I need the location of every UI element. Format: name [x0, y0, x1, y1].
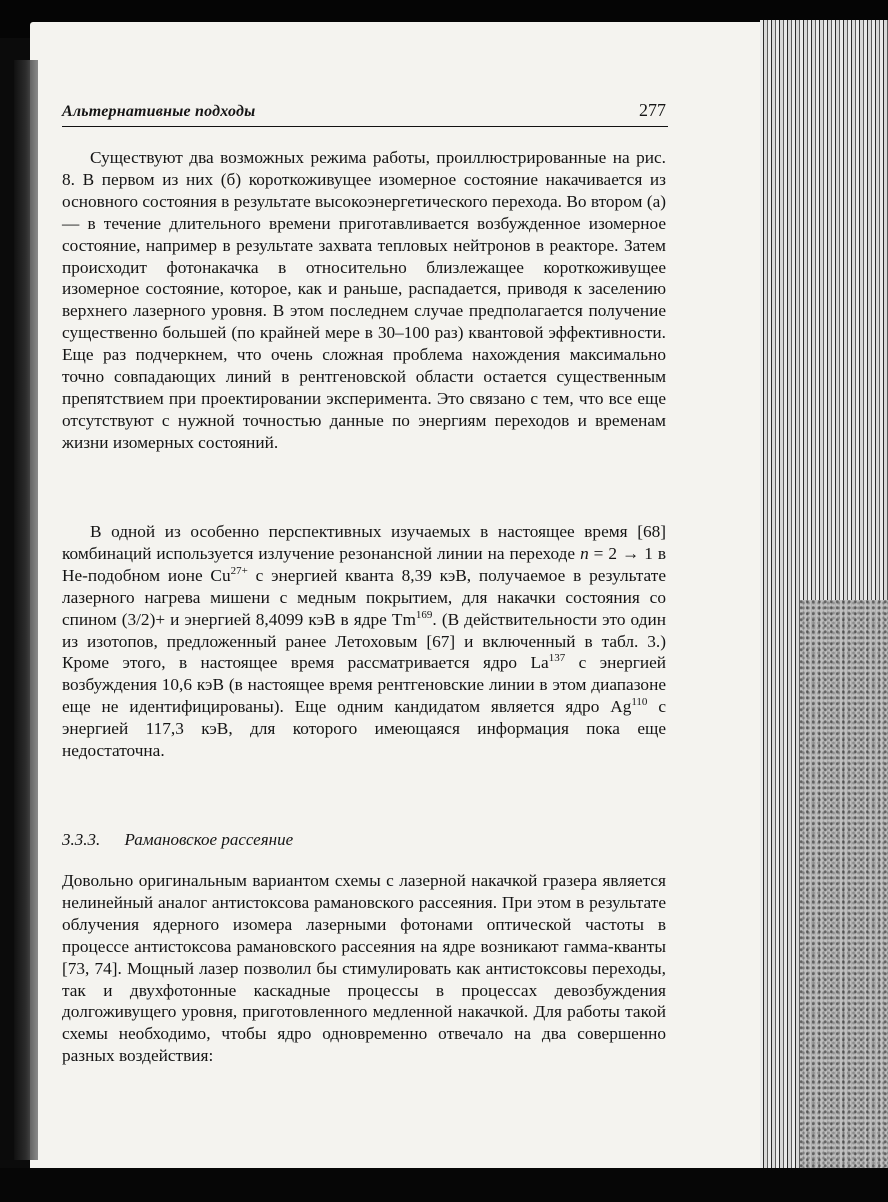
scan-edge-noise: [800, 600, 888, 1202]
scan-border-bottom: [0, 1168, 888, 1202]
paragraph-1: [62, 147, 666, 454]
la-mass-sup: 137: [548, 652, 566, 665]
ag-mass-sup: 110: [631, 696, 648, 709]
running-title: Альтернативные подходы: [62, 103, 256, 120]
p2-seg2: = 2 → 1 в He-подобном ионе Cu: [62, 543, 666, 585]
section-heading: [62, 830, 293, 850]
page-number: 277: [639, 100, 666, 120]
paragraph-3-text: Довольно оригинальным вариантом схемы с лазерной накачкой гразера является нелинейный аналог антистоксова рамановского рассеяния. При этом в результате облучения ядерного изомера лазерными фотонами оптической частоты в процессе антистоксова рамановского рассеяния на ядре возникают гамма-кванты [73, 74]. Мощный лазер позволил бы стимулировать как антистоксовы переходы, так и двухфотонные каскадные процессы в процессах девозбуждения долгоживущего уровня, приготовленного медленной накачкой. Для работы такой схемы необходимо, чтобы ядро одновременно отвечало на два совершенно разных воздействия:: [62, 871, 666, 1066]
paragraph-3: [62, 870, 666, 1067]
section-number: 3.3.3.: [62, 830, 101, 849]
p2-seg3: с энергией кванта 8,39 кэВ, получаемое в результате лазерного нагрева мишени с медным покрытием, для накачки состояния со спином (3/2)+ и энергией 8,4099 кэВ в ядре Tm: [62, 565, 667, 629]
p2-seg6: с энергией 117,3 кэВ, для которого имеющаяся информация пока еще недостаточна.: [62, 697, 666, 761]
tm-mass-sup: 169: [415, 608, 433, 621]
p2-seg1: В одной из особенно перспективных изучаемых в настоящее время [68] комбинаций используется излучение резонансной линии на переходе: [62, 522, 666, 563]
paragraph-1-text: Существуют два возможных режима работы, проиллюстрированные на рис. 8. В первом из них (б) короткоживущее изомерное состояние накачивается из основного состояния в результате высокоэнергетического перехода. Во втором (а) — в течение длительного времени приготавливается возбужденное изомерное состояние, например в результате захвата тепловых нейтронов в реакторе. Затем происходит фотонакачка в относительно близлежащее короткоживущее изомерное состояние, которое, как и раньше, распадается, приводя к заселению верхнего лазерного уровня. В этом последнем случае предполагается получение существенно большей (по крайней мере в 30–100 раз) квантовой эффективности. Еще раз подчеркнем, что очень сложная проблема нахождения максимально точно совпадающих линий в рентгеновской области остается существенным препятствием при проектировании эксперимента. Это связано с тем, что все еще отсутствуют с нужной точностью данные по энергиям переходов и временам жизни изомерных состояний.: [62, 148, 666, 452]
p2-n-variable: n: [580, 543, 589, 563]
cu-charge-sup: 27+: [230, 565, 248, 578]
paragraph-2: [62, 521, 666, 762]
running-header: [62, 100, 668, 127]
paragraph-2-text: [62, 521, 666, 762]
p2-seg4: . (В действительности это один из изотопов, предложенный ранее Летоховым [67] и включенный в табл. 3.) Кроме этого, в настоящее время рассматривается ядро La: [62, 609, 666, 673]
page-left-shadow: [14, 60, 38, 1160]
section-title: Рамановское рассеяние: [124, 830, 294, 849]
p2-seg5: с энергией возбуждения 10,6 кэВ (в настоящее время рентгеновские линии в этом диапазоне еще не идентифицированы). Еще одним кандидатом является ядро Ag: [62, 653, 666, 717]
